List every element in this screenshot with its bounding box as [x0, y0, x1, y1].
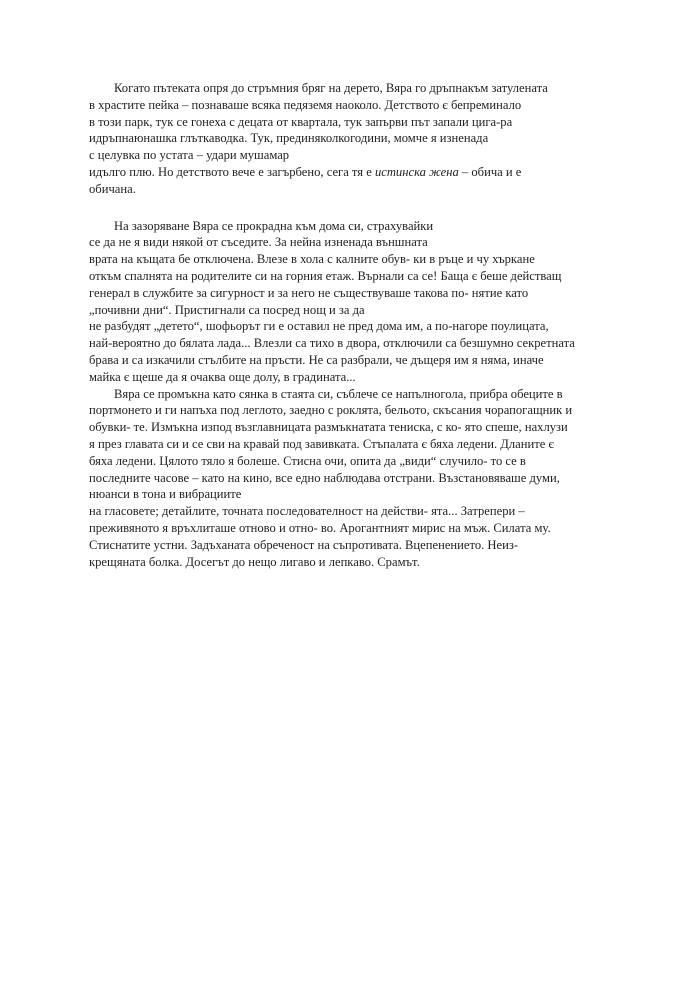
text-line: се да не я види някой от съседите. За нейна изненада външната	[89, 235, 428, 250]
text-line: нюанси в тона и вибрациите	[89, 487, 242, 502]
text-line	[89, 164, 629, 181]
paragraph-2	[89, 218, 629, 386]
text-line: брава и са изкачили стълбите на пръсти. Не са разбрали, че дъщеря им я няма, иначе	[89, 352, 544, 367]
text-line: откъм спалнята на родителите си на горния етаж. Върнали са се! Баща є беше действащ	[89, 268, 562, 283]
text-line: врата на къщата бе отключена. Влезе в хола с калните обув- ки в ръце и чу хъркане	[89, 252, 535, 267]
text-line: най-вероятно до бялата лада... Влезли са тихо в двора, отключили са безшумно секретната	[89, 336, 575, 351]
text-span: идълго плю. Но детството вече е загърбено, сега тя е	[89, 164, 375, 179]
text-line: Когато пътеката опря до стръмния бряг на дерето, Вяра го дръпнакъм затулената	[114, 81, 548, 95]
text-line: преживяното я връхлиташе отново и отно- во. Арогантният мирис на мъж. Силата му.	[89, 520, 551, 535]
text-line: На зазоряване Вяра се прокрадна към дома си, страхувайки	[114, 218, 434, 233]
text-line: с целувка по устата – удари мушамар	[89, 148, 290, 163]
text-line: крещяната болка. Досегът до нещо лигаво и лепкаво. Срамът.	[89, 554, 420, 569]
paragraph-1	[89, 80, 629, 198]
paragraph-3	[89, 386, 629, 571]
text-line: майка є щеше да я очаква още долу, в градината...	[89, 369, 356, 384]
text-line: Вяра се промъкна като сянка в стаята си, съблече се напълноголa, прибра обеците в	[114, 386, 563, 401]
text-line: последните часове – като на кино, все едно наблюдава отстрани. Възстановяваше думи,	[89, 470, 560, 485]
text-line: обувки- те. Измъкна изпод възглавницата размъкнатата тениска, с ко- ято спеше, нахлузи	[89, 420, 568, 435]
text-line: обичана.	[89, 181, 136, 196]
text-line: идръпнаюнашка глъткаводка. Тук, прединяколкогодини, момче я изненада	[89, 131, 489, 146]
text-line: не разбудят „детето“, шофьорът ги е оставил не пред дома им, а по-нагоре поулицата,	[89, 319, 549, 334]
text-line: я през главата си и се сви на кравай под завивката. Стъпалата є бяха ледени. Дланите є	[89, 436, 554, 451]
italic-phrase: истинска жена	[374, 164, 459, 179]
text-line: на гласовете; детайлите, точната последователност на действи- ята... Затрепери –	[89, 504, 525, 519]
text-line: в този парк, тук се гонеха с децата от квартала, тук запърви път запали цига-ра	[89, 114, 513, 129]
text-span: – обича и е	[458, 164, 522, 179]
body-text	[89, 80, 629, 570]
text-line: „почивни дни“. Пристигнали са посред нощ и за да	[89, 302, 365, 317]
text-line: Стиснатите устни. Задъханата обреченост на съпротивата. Вцепенението. Неиз-	[89, 537, 519, 552]
text-line: портмонето и ги напъха под леглото, заедно с роклята, бельото, скъсания чорапогащник и	[89, 403, 573, 418]
text-line: бяха ледени. Цялото тяло я болеше. Стисна очи, опита да „види“ случило- то се в	[89, 453, 526, 468]
text-line: в храстите пейка – познаваше всяка педяземя наоколо. Детството є бепреминало	[89, 97, 522, 112]
text-line: генерал в службите за сигурност и за него не съществуваше такова по- нятие като	[89, 285, 529, 300]
paragraph-gap	[89, 198, 629, 218]
